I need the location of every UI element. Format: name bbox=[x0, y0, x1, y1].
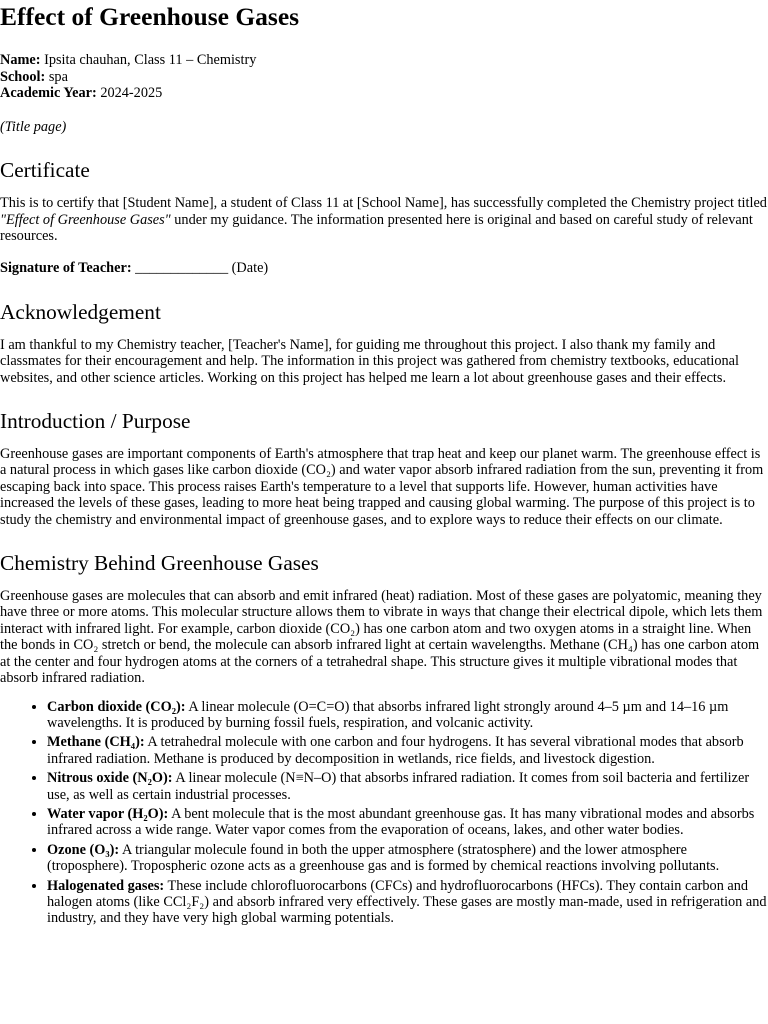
gas-list-item bbox=[47, 734, 768, 767]
year-value: 2024-2025 bbox=[100, 85, 163, 102]
gas-description: These include chlorofluorocarbons (CFCs) and hydrofluorocarbons (HFCs). They contain carbon and halogen atoms (like CCl₂F₂) and absorb infrared very effectively. These gases are mostly man-made, used in refrigeration and industry, and they have very high global warming potentials. bbox=[47, 877, 767, 927]
gas-list-item bbox=[47, 699, 768, 732]
school-line bbox=[0, 69, 768, 86]
gas-name: Water vapor (H₂O): bbox=[47, 805, 169, 822]
chemistry-heading: Chemistry Behind Greenhouse Gases bbox=[0, 551, 319, 576]
signature-blank: _____________ (Date) bbox=[131, 260, 269, 277]
certificate-heading: Certificate bbox=[0, 158, 90, 183]
certificate-text-before: This is to certify that [Student Name], a student of Class 11 at [School Name], has successfully completed the Chemistry project titled bbox=[0, 195, 767, 212]
name-label: Name: bbox=[0, 52, 41, 68]
gas-description: A linear molecule (N≡N–O) that absorbs infrared radiation. It comes from soil bacteria and fertilizer use, as well as certain industrial processes. bbox=[47, 770, 750, 803]
introduction-heading: Introduction / Purpose bbox=[0, 409, 191, 434]
gas-list-item bbox=[47, 806, 768, 839]
acknowledgement-text: I am thankful to my Chemistry teacher, [Teacher's Name], for guiding me throughout this project. I also thank my family and classmates for their encouragement and help. The information in this project was gathered from chemistry textbooks, educational websites, and other science articles. Working on this project has helped me learn a lot about greenhouse gases and their effects. bbox=[0, 336, 739, 386]
certificate-project-title: "Effect of Greenhouse Gases" bbox=[0, 211, 171, 228]
gas-list-item bbox=[47, 842, 768, 875]
title-metadata bbox=[0, 52, 768, 102]
gas-description: A linear molecule (O=C=O) that absorbs infrared light strongly around 4–5 µm and 14–16 µm wavelengths. It is produced by burning fossil fuels, respiration, and volcanic activity. bbox=[47, 698, 729, 731]
chemistry-text: Greenhouse gases are molecules that can absorb and emit infrared (heat) radiation. Most of these gases are polyatomic, meaning they have three or more atoms. This molecular structure allows them to vibrate in ways that change their electrical dipole, which lets them interact with infrared light. For example, carbon dioxide (CO₂) has one carbon atom and two oxygen atoms in a straight line. When the bonds in CO₂ stretch or bend, the molecule can absorb infrared light at certain wavelengths. Methane (CH₄) has one carbon atom at the center and four hydrogen atoms at the corners of a tetrahedral shape. This structure gives it multiple vibrational modes that absorb infrared radiation. bbox=[0, 588, 763, 687]
year-label: Academic Year: bbox=[0, 85, 97, 102]
certificate-text-after: under my guidance. The information presented here is original and based on careful study of relevant resources. bbox=[0, 211, 753, 244]
year-line bbox=[0, 85, 768, 102]
acknowledgement-section bbox=[0, 299, 768, 386]
school-value: spa bbox=[48, 68, 68, 85]
chemistry-section bbox=[0, 550, 768, 927]
acknowledgement-heading: Acknowledgement bbox=[0, 299, 161, 324]
gas-name: Halogenated gases: bbox=[47, 877, 165, 894]
introduction-section bbox=[0, 408, 768, 528]
gas-list-item bbox=[47, 878, 768, 927]
gas-name: Methane (CH₄): bbox=[47, 734, 145, 751]
gas-name: Ozone (O₃): bbox=[47, 841, 120, 858]
teacher-signature-line bbox=[0, 260, 768, 276]
gas-list-item bbox=[47, 770, 768, 803]
gas-name: Nitrous oxide (N₂O): bbox=[47, 770, 173, 787]
document-title: Effect of Greenhouse Gases bbox=[0, 2, 300, 31]
gas-name: Carbon dioxide (CO₂): bbox=[47, 698, 186, 715]
name-value: Ipsita chauhan, Class 11 – Chemistry bbox=[44, 52, 257, 68]
greenhouse-gas-list bbox=[0, 699, 768, 927]
school-label: School: bbox=[0, 68, 46, 85]
gas-description: A tetrahedral molecule with one carbon and four hydrogens. It has several vibrational modes that absorb infrared radiation. Methane is produced by decomposition in wetlands, rice fields, and livestock digestion. bbox=[47, 734, 744, 767]
introduction-text: Greenhouse gases are important components of Earth's atmosphere that trap heat and keep our planet warm. The greenhouse effect is a natural process in which gases like carbon dioxide (CO₂) and water vapor absorb infrared radiation from the sun, preventing it from escaping back into space. This process raises Earth's temperature to a level that supports life. However, human activities have increased the levels of these gases, leading to more heat being trapped and causing global warming. The purpose of this project is to study the chemistry and environmental impact of greenhouse gases, and to explore ways to reduce their effects on our climate. bbox=[0, 446, 764, 528]
certificate-text bbox=[0, 195, 768, 244]
certificate-section bbox=[0, 157, 768, 277]
title-page-note: (Title page) bbox=[0, 118, 67, 135]
signature-label: Signature of Teacher: bbox=[0, 260, 132, 277]
name-line bbox=[0, 52, 768, 69]
gas-description: A bent molecule that is the most abundant greenhouse gas. It has many vibrational modes and absorbs infrared across a wide range. Water vapor comes from the evaporation of oceans, lakes, and other water bodies. bbox=[47, 805, 755, 839]
gas-description: A triangular molecule found in both the upper atmosphere (stratosphere) and the lower atmosphere (troposphere). Tropospheric ozone acts as a greenhouse gas and is formed by chemical reactions involving pollutants. bbox=[47, 841, 720, 875]
